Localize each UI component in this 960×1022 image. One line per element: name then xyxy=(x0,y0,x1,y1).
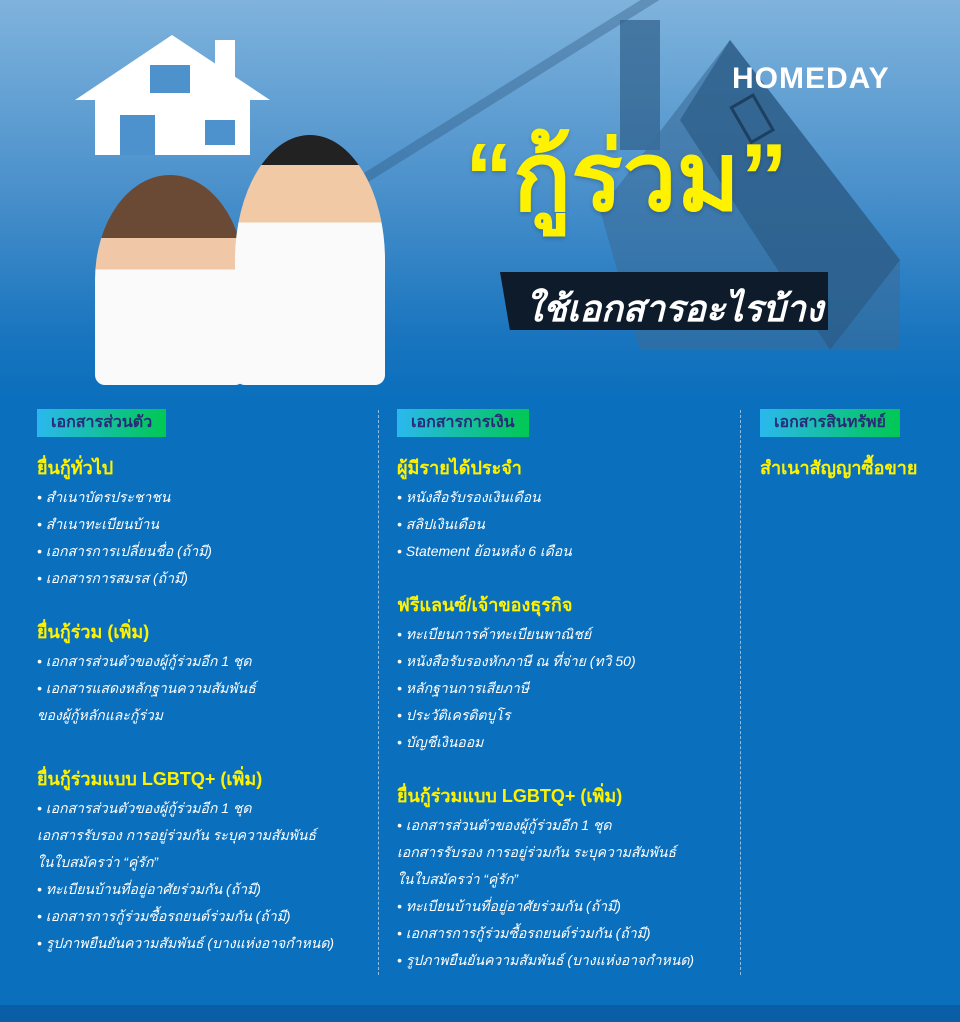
document-list-item: • เอกสารการกู้ร่วมซื้อรถยนต์ร่วมกัน (ถ้ามี) xyxy=(37,908,291,924)
section-heading: ยื่นกู้ร่วมแบบ LGBTQ+ (เพิ่ม) xyxy=(37,769,263,789)
section-heading: ยื่นกู้ร่วมแบบ LGBTQ+ (เพิ่ม) xyxy=(397,786,623,806)
man-photo xyxy=(235,135,385,385)
section-heading: ผู้มีรายได้ประจำ xyxy=(397,458,522,478)
paper-house-cutout xyxy=(75,35,270,155)
page-subtitle: ใช้เอกสารอะไรบ้าง xyxy=(525,288,824,329)
section-heading: สำเนาสัญญาซื้อขาย xyxy=(760,458,918,478)
document-list-item: • สำเนาบัตรประชาชน xyxy=(37,489,171,505)
section-heading: ฟรีแลนซ์/เจ้าของธุรกิจ xyxy=(397,595,573,615)
asset-documents-column xyxy=(760,452,950,484)
document-list-item: • หนังสือรับรองหักภาษี ณ ที่จ่าย (ทวิ 50) xyxy=(397,653,636,669)
document-list-item: • สำเนาทะเบียนบ้าน xyxy=(37,516,159,532)
document-list-item: • หลักฐานการเสียภาษี xyxy=(397,680,529,696)
footer-strip xyxy=(0,1005,960,1022)
document-list-item: • ทะเบียนบ้านที่อยู่อาศัยร่วมกัน (ถ้ามี) xyxy=(397,898,621,914)
document-list-item: เอกสารรับรอง การอยู่ร่วมกัน ระบุความสัมพันธ์ xyxy=(37,827,317,843)
homeday-logo: HOMEDAY xyxy=(732,62,890,95)
document-list-item: ในใบสมัครว่า “คู่รัก” xyxy=(37,854,159,870)
document-list-item: • เอกสารส่วนตัวของผู้กู้ร่วมอีก 1 ชุด xyxy=(37,800,252,816)
section-heading: ยื่นกู้ร่วม (เพิ่ม) xyxy=(37,622,150,642)
personal-documents-column xyxy=(37,452,382,957)
document-list-item: • สลิปเงินเดือน xyxy=(397,516,485,532)
document-list-item: • เอกสารส่วนตัวของผู้กู้ร่วมอีก 1 ชุด xyxy=(37,653,252,669)
document-list-item: ของผู้กู้หลักและกู้ร่วม xyxy=(37,707,163,723)
document-list-item: • เอกสารการสมรส (ถ้ามี) xyxy=(37,570,188,586)
document-list-item: ในใบสมัครว่า “คู่รัก” xyxy=(397,871,519,887)
document-list-item: • บัญชีเงินออม xyxy=(397,734,484,750)
document-list-item: • เอกสารส่วนตัวของผู้กู้ร่วมอีก 1 ชุด xyxy=(397,817,612,833)
document-list-item: • เอกสารแสดงหลักฐานความสัมพันธ์ xyxy=(37,680,256,696)
document-list-item: เอกสารรับรอง การอยู่ร่วมกัน ระบุความสัมพันธ์ xyxy=(397,844,677,860)
tag-personal-documents: เอกสารส่วนตัว xyxy=(37,409,166,437)
document-list-item: • เอกสารการกู้ร่วมซื้อรถยนต์ร่วมกัน (ถ้ามี) xyxy=(397,925,651,941)
document-list-item: • เอกสารการเปลี่ยนชื่อ (ถ้ามี) xyxy=(37,543,212,559)
woman-photo xyxy=(95,175,245,385)
tag-asset-documents: เอกสารสินทรัพย์ xyxy=(760,409,900,437)
document-list-item: • Statement ย้อนหลัง 6 เดือน xyxy=(397,543,572,559)
document-list-item: • รูปภาพยืนยันความสัมพันธ์ (บางแห่งอาจกำหนด) xyxy=(397,952,695,968)
section-heading: ยื่นกู้ทั่วไป xyxy=(37,458,114,478)
document-list-item: • ทะเบียนบ้านที่อยู่อาศัยร่วมกัน (ถ้ามี) xyxy=(37,881,261,897)
document-list-item: • ประวัติเครดิตบูโร xyxy=(397,707,511,723)
hero-banner xyxy=(0,0,960,400)
tag-financial-documents: เอกสารการเงิน xyxy=(397,409,529,437)
document-list-item: • หนังสือรับรองเงินเดือน xyxy=(397,489,541,505)
document-list-item: • รูปภาพยืนยันความสัมพันธ์ (บางแห่งอาจกำหนด) xyxy=(37,935,335,951)
financial-documents-column xyxy=(397,452,742,974)
document-list-item: • ทะเบียนการค้าทะเบียนพาณิชย์ xyxy=(397,626,592,642)
page-title: “กู้ร่วม” xyxy=(465,124,788,231)
